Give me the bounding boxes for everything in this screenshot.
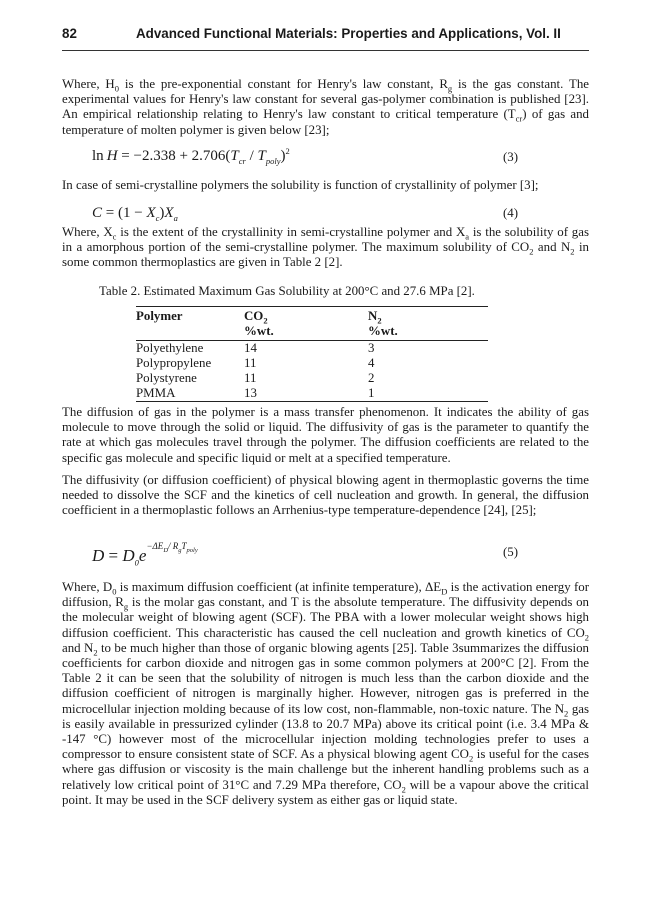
equation-5-number: (5) <box>502 545 518 559</box>
equation-3-number: (3) <box>502 150 518 164</box>
header-polymer: Polymer <box>136 309 183 323</box>
paragraph-diffusion: The diffusion of gas in the polymer is a mass transfer phenomenon. It indicates the ability of gas molecule to move through the solid or liquid. The diffusivity of gas is the parameter to quantify the rate at which gas molecules travel through the polymer. The diffusion coefficients are related to the specific gas molecule and specific liquid or melt at a specified temperature. <box>62 405 589 465</box>
equation-5: $D = D_0e^{-\Delta E_D/ R_gT_{poly}}$ <box>92 541 198 568</box>
equation-4-number: (4) <box>502 206 518 220</box>
paragraph-crystallinity: Where, $X_c$ is the extent of the crystallinity in semi-crystalline polymer and $X_a$ is the solubility of gas in a amorphous portion of the semi-crystalline polymer. The maximum solubility of $CO_2$ and $N_2$ in some common thermoplastics are given in Table 2 [2]. <box>62 225 589 270</box>
gas-solubility-table <box>136 306 488 402</box>
paragraph-diffusion-coefficient: Where, $D_0$ is maximum diffusion coefficient (at infinite temperature), $\Delta E_D$ is the activation energy for diffusion, $R_g$ is the molar gas constant, and T is the absolute temperature. The diffusivity depends on the molecular weight of blowing agent (SCF). The PBA with a lower molecular weight shows high diffusion coefficient. This characteristic has caused the cell nucleation and growth kinetics of $CO_2$ and $N_2$ to be much higher than those of organic blowing agents [25]. Table 3summarizes the diffusion coefficients for carbon dioxide and nitrogen gas in some common polymers at 200°C [2]. From the Table 2 it can be seen that the solubility of nitrogen is much less than the carbon dioxide and the diffusion coefficient of nitrogen is marginally higher. However, nitrogen gas is preferred in the microcellular injection molding because of its low cost, non-flammable, non-toxic nature. The $N_2$ gas is easily available in pressurized cylinder (13.8 to 20.7 MPa) above its critical point (i.e. 3.4 MPa & -147 °C) however most of the microcellular injection molding technologies prefer to uses a compressor to ensure consistent state of SCF. As a physical blowing agent $CO_2$ is useful for the cases where gas diffusion or viscosity is the main challenge but the inherent handling problems such as a relatively low critical point of 31°C and 7.29 MPa therefore, $CO_2$ will be a vapour above the critical point. It may be used in the SCF delivery system as either gas or liquid state. <box>62 580 590 807</box>
header-n2: $N_2$ %wt. <box>368 309 398 338</box>
book-title: Advanced Functional Materials: Properties and Applications, Vol. II <box>136 26 561 41</box>
table-row: Polystyrene 11 2 <box>136 371 375 385</box>
table-header-row <box>136 307 488 341</box>
running-header <box>62 24 589 51</box>
table-row: Polyethylene 14 3 <box>136 341 375 355</box>
paragraph-diffusivity: The diffusivity (or diffusion coefficient) of physical blowing agent in thermoplastic governs the time needed to dissolve the SCF and the kinetics of cell nucleation and growth. In general, the diffusion coefficient in a thermoplastic follows an Arrhenius-type temperature-dependence [24], [25]; <box>62 473 589 518</box>
page-number: 82 <box>62 26 77 41</box>
equation-4: $C = (1 - X_c)X_a$ <box>92 205 178 223</box>
paragraph-henry-law: Where, $H_0$ is the pre-exponential constant for Henry's law constant, $R_g$ is the gas constant. The experimental values for Henry's law constant for several gas-polymer combination is published [23]. An empirical relationship relating to Henry's law constant to critical temperature $(T_{cr})$ of gas and temperature of molten polymer is given below [23]; <box>62 77 589 137</box>
table-row: Polypropylene 11 4 <box>136 356 375 370</box>
table-row: PMMA 13 1 <box>136 386 488 402</box>
header-co2: $CO_2$ %wt. <box>244 309 274 338</box>
table-caption: Table 2. Estimated Maximum Gas Solubility at 200°C and 27.6 MPa [2]. <box>99 284 475 298</box>
paragraph-semicrystalline: In case of semi-crystalline polymers the solubility is function of crystallinity of polymer [3]; <box>62 178 539 192</box>
equation-3: $\ln H = -2.338 + 2.706(T_{cr} / T_{poly})^2$ <box>92 146 290 166</box>
